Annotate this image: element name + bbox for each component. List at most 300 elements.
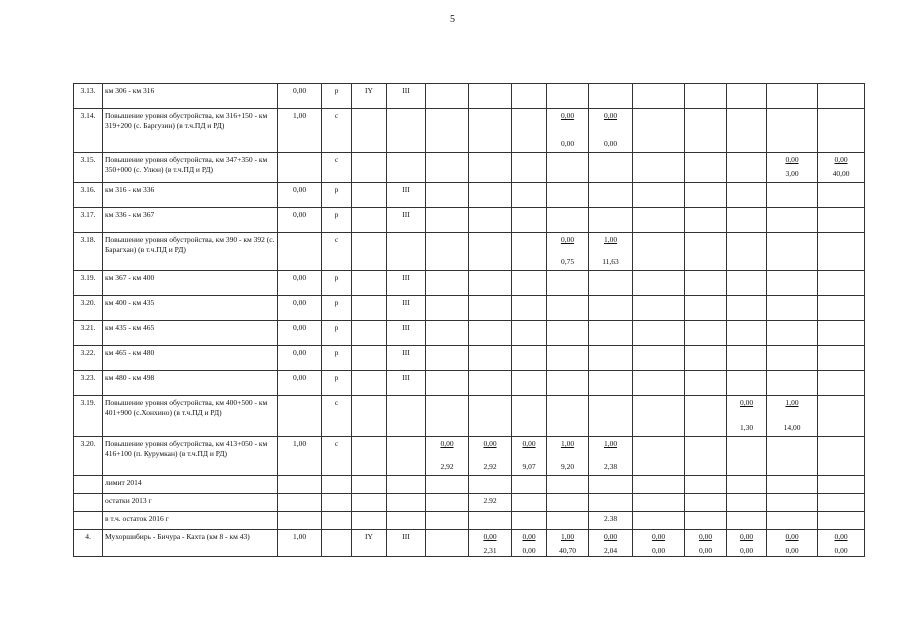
value-cell: [767, 109, 818, 153]
table-row: [74, 530, 865, 557]
value-cell: [512, 296, 547, 321]
value-cell: [469, 371, 512, 396]
value-cell: [469, 296, 512, 321]
value-cell: [426, 183, 469, 208]
road-section-name: лимит 2014: [103, 476, 278, 494]
amount-value: 2,31: [483, 546, 497, 555]
value-cell: [469, 183, 512, 208]
length-value: 0,00: [278, 271, 322, 296]
value-cell: [512, 371, 547, 396]
value-cell: [426, 321, 469, 346]
value-cell: [547, 530, 589, 557]
value-cell: [727, 153, 767, 183]
table-row: [74, 84, 865, 109]
value-cell: [426, 208, 469, 233]
road-section-name: км 336 - км 367: [103, 208, 278, 233]
road-section-name: км 465 - км 480: [103, 346, 278, 371]
value-cell: [767, 321, 818, 346]
value-cell: [633, 530, 685, 557]
length-value: [278, 153, 322, 183]
value-cell: [426, 233, 469, 271]
value-cell: 2.92: [469, 494, 512, 512]
amount-value: 9,20: [560, 462, 575, 471]
value-cell: [547, 346, 589, 371]
amount-value: 3,00: [785, 169, 799, 178]
value-cell: [589, 371, 633, 396]
category-target: [387, 476, 426, 494]
length-value: 0,00: [278, 321, 322, 346]
length-value: [278, 494, 322, 512]
category-current: IY: [352, 530, 387, 557]
value-cell: [685, 530, 727, 557]
table-row: [74, 296, 865, 321]
length-value: [278, 396, 322, 437]
work-type: р: [322, 346, 352, 371]
row-number: 3.18.: [74, 233, 103, 271]
value-cell: [469, 437, 512, 476]
category-target: [387, 494, 426, 512]
value-cell: [685, 437, 727, 476]
plan-value: 1,00: [603, 235, 618, 244]
value-cell: [767, 183, 818, 208]
value-cell: [818, 183, 865, 208]
amount-value: 2,38: [603, 462, 618, 471]
category-current: [352, 512, 387, 530]
category-target: [387, 437, 426, 476]
value-cell: [685, 476, 727, 494]
category-target: III: [387, 296, 426, 321]
amount-value: 2,92: [483, 462, 497, 471]
value-cell: [547, 494, 589, 512]
amount-value: 0,00: [834, 546, 848, 555]
value-cell: [512, 512, 547, 530]
row-number: 3.17.: [74, 208, 103, 233]
plan-value: 0,00: [560, 111, 575, 120]
value-cell: [547, 396, 589, 437]
value-cell: [633, 512, 685, 530]
category-current: [352, 321, 387, 346]
value-cell: [469, 396, 512, 437]
value-cell: [685, 208, 727, 233]
value-cell: [589, 109, 633, 153]
value-cell: [767, 476, 818, 494]
work-type: р: [322, 296, 352, 321]
row-number: [74, 512, 103, 530]
value-cell: [685, 153, 727, 183]
value-cell: [633, 153, 685, 183]
value-cell: [589, 153, 633, 183]
category-current: [352, 396, 387, 437]
road-section-name: км 435 - км 465: [103, 321, 278, 346]
plan-value: 1,00: [560, 532, 575, 541]
plan-value: 0,00: [785, 155, 799, 164]
category-target: III: [387, 271, 426, 296]
length-value: 1,00: [278, 530, 322, 557]
row-number: [74, 476, 103, 494]
value-cell: [767, 233, 818, 271]
value-cell: [426, 296, 469, 321]
road-section-name: км 400 - км 435: [103, 296, 278, 321]
value-cell: [633, 84, 685, 109]
road-section-name: км 367 - км 400: [103, 271, 278, 296]
value-cell: [818, 346, 865, 371]
value-cell: [547, 153, 589, 183]
row-number: 4.: [74, 530, 103, 557]
value-cell: [685, 321, 727, 346]
work-type: р: [322, 84, 352, 109]
value-cell: [685, 109, 727, 153]
category-target: [387, 233, 426, 271]
plan-value: 0,00: [522, 439, 536, 448]
page-number: 5: [450, 14, 455, 25]
value-cell: [818, 296, 865, 321]
length-value: 1,00: [278, 437, 322, 476]
value-cell: [512, 233, 547, 271]
value-cell: [767, 494, 818, 512]
value-cell: [426, 153, 469, 183]
value-cell: [727, 476, 767, 494]
amount-value: 0,75: [560, 257, 575, 266]
category-target: [387, 109, 426, 153]
value-cell: [727, 109, 767, 153]
row-number: 3.21.: [74, 321, 103, 346]
work-type: р: [322, 371, 352, 396]
value-cell: [512, 437, 547, 476]
value-cell: [426, 109, 469, 153]
value-cell: [767, 396, 818, 437]
category-current: [352, 208, 387, 233]
category-target: III: [387, 371, 426, 396]
value-cell: [633, 321, 685, 346]
road-section-name: Повышение уровня обустройства, км 347+350 - км 350+000 (с. Улюн) (в т.ч.ПД и РД): [103, 153, 278, 183]
value-cell: [727, 371, 767, 396]
plan-value: 0,00: [698, 532, 713, 541]
row-number: 3.20.: [74, 296, 103, 321]
value-cell: [727, 321, 767, 346]
value-cell: [512, 208, 547, 233]
row-number: 3.23.: [74, 371, 103, 396]
work-type: с: [322, 233, 352, 271]
value-cell: [818, 84, 865, 109]
value-cell: [426, 396, 469, 437]
value-cell: [469, 271, 512, 296]
value-cell: [767, 346, 818, 371]
plan-value: 0,00: [440, 439, 454, 448]
value-cell: [767, 208, 818, 233]
value-cell: [633, 371, 685, 396]
value-cell: [589, 271, 633, 296]
category-current: [352, 183, 387, 208]
value-cell: [633, 233, 685, 271]
row-number: 3.15.: [74, 153, 103, 183]
table-row: [74, 271, 865, 296]
length-value: 0,00: [278, 183, 322, 208]
value-cell: [512, 346, 547, 371]
value-cell: [727, 396, 767, 437]
value-cell: [767, 271, 818, 296]
amount-value: 0,00: [560, 139, 575, 148]
work-type: [322, 476, 352, 494]
table-row: [74, 233, 865, 271]
work-type: [322, 512, 352, 530]
value-cell: [633, 296, 685, 321]
value-cell: [426, 476, 469, 494]
value-cell: [426, 437, 469, 476]
value-cell: [685, 396, 727, 437]
road-section-name: остатки 2013 г: [103, 494, 278, 512]
work-type: с: [322, 153, 352, 183]
table-row: [74, 321, 865, 346]
value-cell: [469, 109, 512, 153]
road-section-name: Повышение уровня обустройства, км 316+150 - км 319+200 (с. Баргузин) (в т.ч.ПД и РД): [103, 109, 278, 153]
work-type: р: [322, 321, 352, 346]
value-cell: [589, 183, 633, 208]
category-current: [352, 476, 387, 494]
value-cell: [727, 530, 767, 557]
value-cell: [547, 321, 589, 346]
category-target: [387, 512, 426, 530]
plan-value: 0,00: [483, 439, 497, 448]
value-cell: [727, 494, 767, 512]
value-cell: [512, 271, 547, 296]
value-cell: [767, 84, 818, 109]
value-cell: [727, 233, 767, 271]
work-type: [322, 494, 352, 512]
category-target: III: [387, 530, 426, 557]
value-cell: [589, 321, 633, 346]
value-cell: [512, 476, 547, 494]
value-cell: [426, 84, 469, 109]
amount-value: 0,00: [603, 139, 618, 148]
value-cell: [512, 494, 547, 512]
value-cell: [818, 208, 865, 233]
road-section-name: Мухоршибирь - Бичура - Кахта (км 8 - км 43): [103, 530, 278, 557]
category-target: [387, 153, 426, 183]
category-current: [352, 296, 387, 321]
table-row: [74, 512, 865, 530]
length-value: 0,00: [278, 371, 322, 396]
work-type: с: [322, 396, 352, 437]
plan-value: 0,00: [560, 235, 575, 244]
value-cell: [469, 476, 512, 494]
value-cell: [589, 208, 633, 233]
work-type: с: [322, 437, 352, 476]
row-number: 3.19.: [74, 396, 103, 437]
value-cell: [818, 396, 865, 437]
value-cell: [818, 512, 865, 530]
value-cell: [426, 494, 469, 512]
value-cell: [589, 476, 633, 494]
plan-value: 1,00: [560, 439, 575, 448]
table-row: [74, 437, 865, 476]
amount-value: 14,00: [783, 423, 801, 432]
value-cell: [426, 271, 469, 296]
road-section-name: Повышение уровня обустройства, км 400+500 - км 401+900 (с.Хонхино) (в т.ч.ПД и РД): [103, 396, 278, 437]
value-cell: [512, 109, 547, 153]
amount-value: 0,00: [522, 546, 536, 555]
value-cell: [589, 296, 633, 321]
plan-value: 0,00: [603, 111, 618, 120]
amount-value: 11,63: [602, 257, 619, 266]
value-cell: [818, 153, 865, 183]
value-cell: [767, 153, 818, 183]
value-cell: [767, 437, 818, 476]
value-cell: [633, 437, 685, 476]
value-cell: [469, 84, 512, 109]
amount-value: 0,00: [739, 546, 754, 555]
value-cell: [589, 494, 633, 512]
road-works-table: [73, 83, 865, 557]
road-section-name: км 306 - км 316: [103, 84, 278, 109]
length-value: 0,00: [278, 296, 322, 321]
value-cell: [589, 346, 633, 371]
table-row: [74, 183, 865, 208]
value-cell: [426, 346, 469, 371]
road-section-name: км 480 - км 498: [103, 371, 278, 396]
category-target: III: [387, 346, 426, 371]
value-cell: [767, 512, 818, 530]
amount-value: 1,30: [739, 423, 754, 432]
value-cell: [685, 371, 727, 396]
category-current: IY: [352, 84, 387, 109]
value-cell: [633, 208, 685, 233]
value-cell: [633, 476, 685, 494]
value-cell: 2.38: [589, 512, 633, 530]
value-cell: [767, 371, 818, 396]
value-cell: [818, 476, 865, 494]
road-section-name: в т.ч. остаток 2016 г: [103, 512, 278, 530]
value-cell: [727, 271, 767, 296]
value-cell: [818, 233, 865, 271]
amount-value: 40,00: [832, 169, 850, 178]
value-cell: [426, 371, 469, 396]
amount-value: 0,00: [785, 546, 799, 555]
value-cell: [727, 208, 767, 233]
work-type: р: [322, 208, 352, 233]
value-cell: [818, 437, 865, 476]
row-number: 3.20.: [74, 437, 103, 476]
value-cell: [685, 84, 727, 109]
plan-value: 1,00: [785, 398, 799, 407]
value-cell: [818, 321, 865, 346]
value-cell: [547, 512, 589, 530]
row-number: 3.14.: [74, 109, 103, 153]
row-number: 3.22.: [74, 346, 103, 371]
amount-value: 9,07: [522, 462, 536, 471]
value-cell: [589, 233, 633, 271]
value-cell: [818, 494, 865, 512]
length-value: 1,00: [278, 109, 322, 153]
category-current: [352, 153, 387, 183]
length-value: [278, 476, 322, 494]
value-cell: [633, 109, 685, 153]
value-cell: [633, 346, 685, 371]
category-current: [352, 109, 387, 153]
category-target: III: [387, 183, 426, 208]
value-cell: [512, 183, 547, 208]
value-cell: [512, 153, 547, 183]
value-cell: [547, 271, 589, 296]
table-row: [74, 346, 865, 371]
value-cell: [547, 183, 589, 208]
work-type: р: [322, 271, 352, 296]
length-value: [278, 512, 322, 530]
amount-value: 2,92: [440, 462, 454, 471]
value-cell: [685, 494, 727, 512]
value-cell: [685, 271, 727, 296]
table-row: [74, 371, 865, 396]
value-cell: [547, 296, 589, 321]
value-cell: [426, 530, 469, 557]
table-row: [74, 476, 865, 494]
value-cell: [633, 396, 685, 437]
plan-value: 0,00: [834, 532, 848, 541]
category-target: [387, 396, 426, 437]
value-cell: [426, 512, 469, 530]
amount-value: 2,04: [603, 546, 618, 555]
table-row: [74, 153, 865, 183]
length-value: [278, 233, 322, 271]
length-value: 0,00: [278, 84, 322, 109]
value-cell: [547, 476, 589, 494]
row-number: 3.16.: [74, 183, 103, 208]
value-cell: [547, 84, 589, 109]
value-cell: [685, 346, 727, 371]
plan-value: 0,00: [522, 532, 536, 541]
value-cell: [818, 530, 865, 557]
value-cell: [685, 233, 727, 271]
value-cell: [547, 208, 589, 233]
category-current: [352, 437, 387, 476]
value-cell: [685, 296, 727, 321]
category-current: [352, 233, 387, 271]
amount-value: 40,70: [559, 546, 576, 555]
category-current: [352, 271, 387, 296]
work-type: [322, 530, 352, 557]
value-cell: [633, 271, 685, 296]
value-cell: [469, 208, 512, 233]
value-cell: [547, 233, 589, 271]
value-cell: [589, 437, 633, 476]
value-cell: [633, 183, 685, 208]
value-cell: [727, 296, 767, 321]
work-type: р: [322, 183, 352, 208]
category-current: [352, 346, 387, 371]
amount-value: 0,00: [698, 546, 713, 555]
road-section-name: км 316 - км 336: [103, 183, 278, 208]
value-cell: [512, 84, 547, 109]
plan-value: 0,00: [651, 532, 666, 541]
value-cell: [818, 371, 865, 396]
value-cell: [685, 183, 727, 208]
category-target: III: [387, 321, 426, 346]
value-cell: [469, 321, 512, 346]
value-cell: [589, 396, 633, 437]
category-target: III: [387, 208, 426, 233]
road-section-name: Повышение уровня обустройства, км 413+050 - км 416+100 (п. Курумкан) (в т.ч.ПД и РД): [103, 437, 278, 476]
value-cell: [767, 296, 818, 321]
value-cell: [469, 233, 512, 271]
value-cell: [727, 346, 767, 371]
value-cell: [469, 530, 512, 557]
row-number: 3.19.: [74, 271, 103, 296]
plan-value: 0,00: [739, 398, 754, 407]
table-row: [74, 109, 865, 153]
plan-value: 0,00: [483, 532, 497, 541]
value-cell: [512, 530, 547, 557]
work-type: с: [322, 109, 352, 153]
value-cell: [589, 530, 633, 557]
